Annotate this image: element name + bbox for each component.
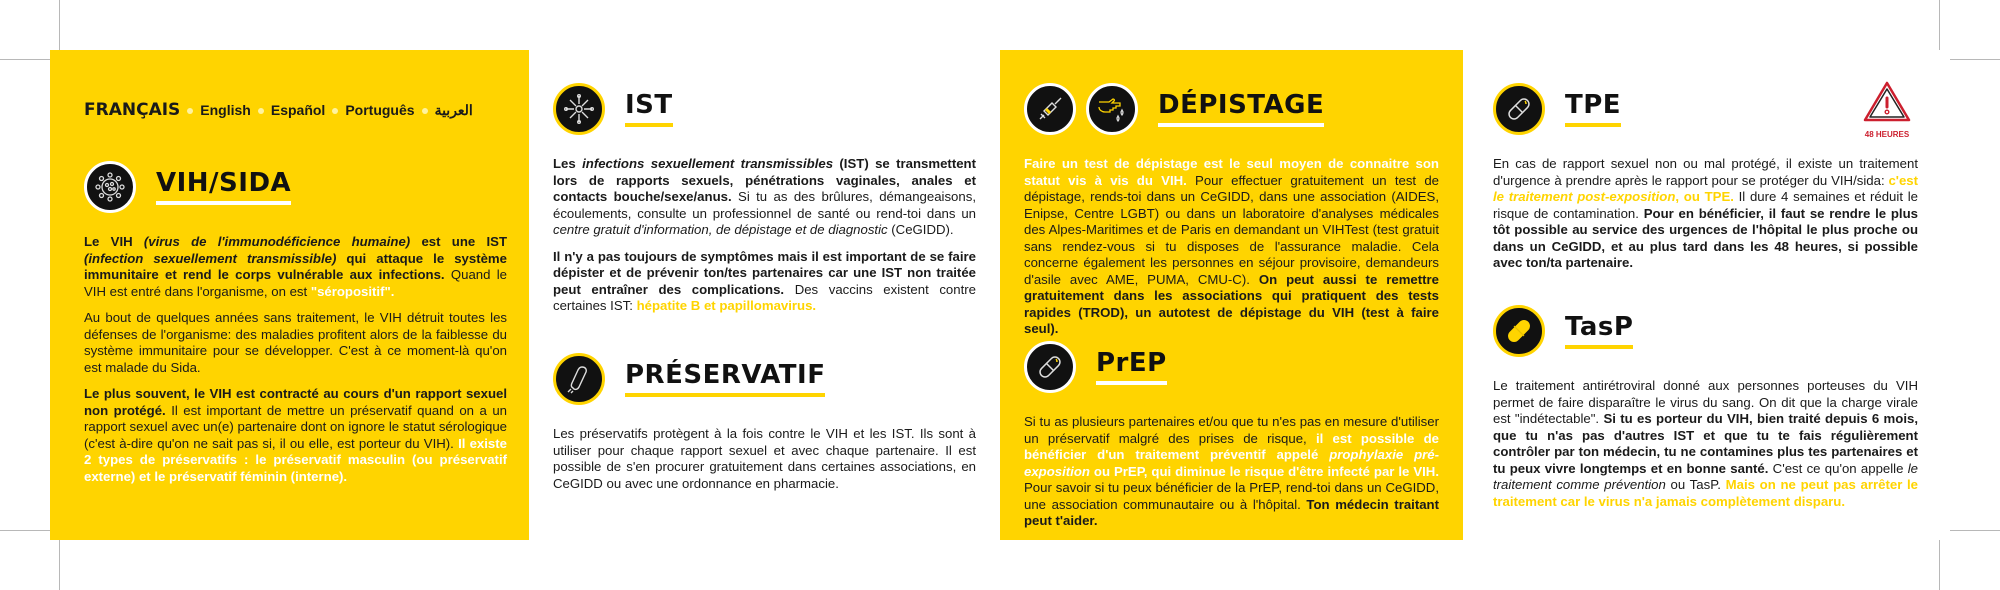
section-header bbox=[553, 80, 976, 138]
section-title: VIH/SIDA bbox=[156, 169, 291, 206]
section-header bbox=[1024, 338, 1439, 396]
section-body bbox=[84, 234, 507, 485]
section-body bbox=[1493, 378, 1918, 510]
section-title: PrEP bbox=[1096, 349, 1167, 386]
section-tpe bbox=[1493, 80, 1918, 272]
section-title: PRÉSERVATIF bbox=[625, 361, 825, 398]
crop-mark bbox=[1939, 0, 1940, 50]
section-tasp bbox=[1493, 302, 1918, 510]
paragraph: Au bout de quelques années sans traitement, le VIH détruit toutes les défenses de l'organisme: des maladies profitent alors de la faiblesse du système immunitaire pour se développer. C'est à ce moment-là qu'on est malade du Sida. bbox=[84, 310, 507, 375]
syringe-icon bbox=[1024, 83, 1076, 135]
section-header bbox=[84, 158, 507, 216]
section-header bbox=[1493, 80, 1918, 138]
language-switcher bbox=[84, 100, 473, 120]
crop-mark bbox=[59, 540, 60, 590]
paragraph: Le VIH (virus de l'immunodéficience humaine) est une IST (infection sexuellement transmissible) qui attaque le système immunitaire et rend le corps vulnérable aux infections. Quand le VIH est entré dans l'organisme, on est "séropositif". bbox=[84, 234, 508, 299]
warning-label: 48 HEURES bbox=[1864, 130, 1910, 139]
panel-ist-preservatif bbox=[529, 50, 1000, 540]
virus-icon bbox=[84, 161, 136, 213]
paragraph: Il n'y a pas toujours de symptômes mais il est important de se faire dépister et de prévenir ton/tes partenaires car une IST non traitée peut entraîner des complications. Des vaccins existent contre certaines IST: hépatite B et papillomavirus. bbox=[553, 248, 976, 313]
section-title: TPE bbox=[1565, 91, 1621, 128]
separator-dot bbox=[422, 108, 428, 114]
section-preservatif bbox=[553, 350, 976, 492]
section-body bbox=[1024, 414, 1439, 530]
section-prep bbox=[1024, 338, 1439, 530]
paragraph: Faire un test de dépistage est le seul moyen de connaitre son statut vis à vis du VIH. Pour effectuer gratuitement un test de dépistage, rends-toi dans un CeGIDD, dans une association (AIDES, Enipse, Centre LGBT) ou dans un laboratoire d'analyses médicales des Alpes-Maritimes et de Paris en demandant un VIHTest (test gratuit sans rendez-vous si tu disposes de l'assurance maladie. Cela concerne également les personnes en séjour provisoire, demandeurs d'asile avec AME, PUMA, CMU-C). On peut aussi te remettre gratuitement dans les associations qui pratiquent des tests rapides (TROD), un autotest de dépistage du VIH (test à faire seul). bbox=[1024, 156, 1439, 336]
pill-icon bbox=[1024, 341, 1076, 393]
section-body bbox=[553, 156, 976, 315]
crop-mark bbox=[1950, 59, 2000, 60]
crop-mark bbox=[1939, 540, 1940, 590]
pill-icon bbox=[1493, 83, 1545, 135]
bacteria-icon bbox=[553, 83, 605, 135]
paragraph: Les préservatifs protègent à la fois contre le VIH et les IST. Ils sont à utiliser pour chaque rapport sexuel et avec chaque partenaire. Il est possible de s'en procurer gratuitement dans certaines associations, en CeGIDD ou avec une ordonnance en pharmacie. bbox=[553, 426, 976, 491]
crop-mark bbox=[0, 530, 50, 531]
section-title: TasP bbox=[1565, 313, 1633, 350]
section-vih bbox=[84, 158, 507, 485]
paragraph: Le traitement antirétroviral donné aux personnes porteuses du VIH permet de faire disparaître le virus du sang. On dit que la charge virale est "indétectable". Si tu es porteur du VIH, bien traité depuis 6 mois, que tu n'as pas d'autres IST et que tu te fais régulièrement contrôler par ton médecin, tu ne contamines plus tes partenaires et tu peux vivre longtemps et en bonne santé. C'est ce qu'on appelle le traitement comme prévention ou TasP. Mais on ne peut pas arrêter le traitement car le virus n'a jamais complètement disparu. bbox=[1493, 378, 1919, 509]
paragraph: Les infections sexuellement transmissibles (IST) se transmettent lors de rapports sexuels, pénétrations vaginales, anales et contacts bouche/sexe/anus. Si tu as des brûlures, démangeaisons, écoulements, consulte un professionnel de santé ou rend-toi dans un centre gratuit d'information, de dépistage et de diagnostic (CeGIDD). bbox=[553, 156, 976, 237]
language-spanish[interactable]: Español bbox=[270, 102, 326, 118]
section-body bbox=[1493, 156, 1918, 272]
crop-mark bbox=[0, 59, 50, 60]
section-ist bbox=[553, 80, 976, 315]
section-title: DÉPISTAGE bbox=[1158, 91, 1324, 128]
section-body bbox=[553, 426, 976, 492]
separator-dot bbox=[332, 108, 338, 114]
language-english[interactable]: English bbox=[200, 102, 251, 118]
paragraph: En cas de rapport sexuel non ou mal protégé, il existe un traitement d'urgence à prendre après le rapport pour se protéger du VIH/sida: c'est le traitement post-exposition, ou TPE. Il dure 4 semaines et réduit le risque de contamination. Pour en bénéficier, il faut se rendre le plus tôt possible au service des urgences de l'hôpital le plus proche ou dans un CeGIDD, et au plus tard dans les 48 heures, si possible avec ton/ta partenaire. bbox=[1493, 156, 1918, 270]
language-portuguese[interactable]: Português bbox=[345, 102, 415, 118]
panel-tpe-tasp bbox=[1463, 50, 1925, 540]
language-arabic[interactable]: العربية bbox=[434, 102, 473, 118]
paragraph: Si tu as plusieurs partenaires et/ou que tu n'es pas en mesure d'utiliser un préservatif malgré des prises de risque, il est possible de bénéficier d'un traitement préventif appelé prophylaxie pré-exposition ou PrEP, qui diminue le risque d'être infecté par le VIH. Pour savoir si tu peux bénéficier de la PrEP, rend-toi dans un CeGIDD, une association communautaire ou à l'hôpital. Ton médecin traitant peut t'aider. bbox=[1024, 414, 1439, 528]
panel-depistage-prep bbox=[1000, 50, 1463, 540]
separator-dot bbox=[258, 108, 264, 114]
paragraph: Le plus souvent, le VIH est contracté au cours d'un rapport sexuel non protégé. Il est important de mettre un préservatif quand on a un rapport sexuel avec un(e) partenaire dont on ignore le statut sérologique (c'est à-dire qu'on ne sait pas si, il ou elle, est porteur du VIH). Il existe 2 types de préservatifs : le préservatif masculin (ou préservatif externe) et le préservatif féminin (interne). bbox=[84, 386, 507, 484]
section-header bbox=[1024, 80, 1439, 138]
pill-filled-icon bbox=[1493, 305, 1545, 357]
crop-mark bbox=[59, 0, 60, 50]
section-body bbox=[1024, 156, 1439, 338]
section-header bbox=[553, 350, 976, 408]
section-title: IST bbox=[625, 91, 673, 128]
finger-prick-icon bbox=[1086, 83, 1138, 135]
crop-mark bbox=[1950, 530, 2000, 531]
condom-icon bbox=[553, 353, 605, 405]
panel-vih-sida bbox=[50, 50, 529, 540]
section-header bbox=[1493, 302, 1918, 360]
section-depistage bbox=[1024, 80, 1439, 338]
separator-dot bbox=[187, 108, 193, 114]
language-active[interactable]: FRANÇAIS bbox=[84, 100, 181, 120]
